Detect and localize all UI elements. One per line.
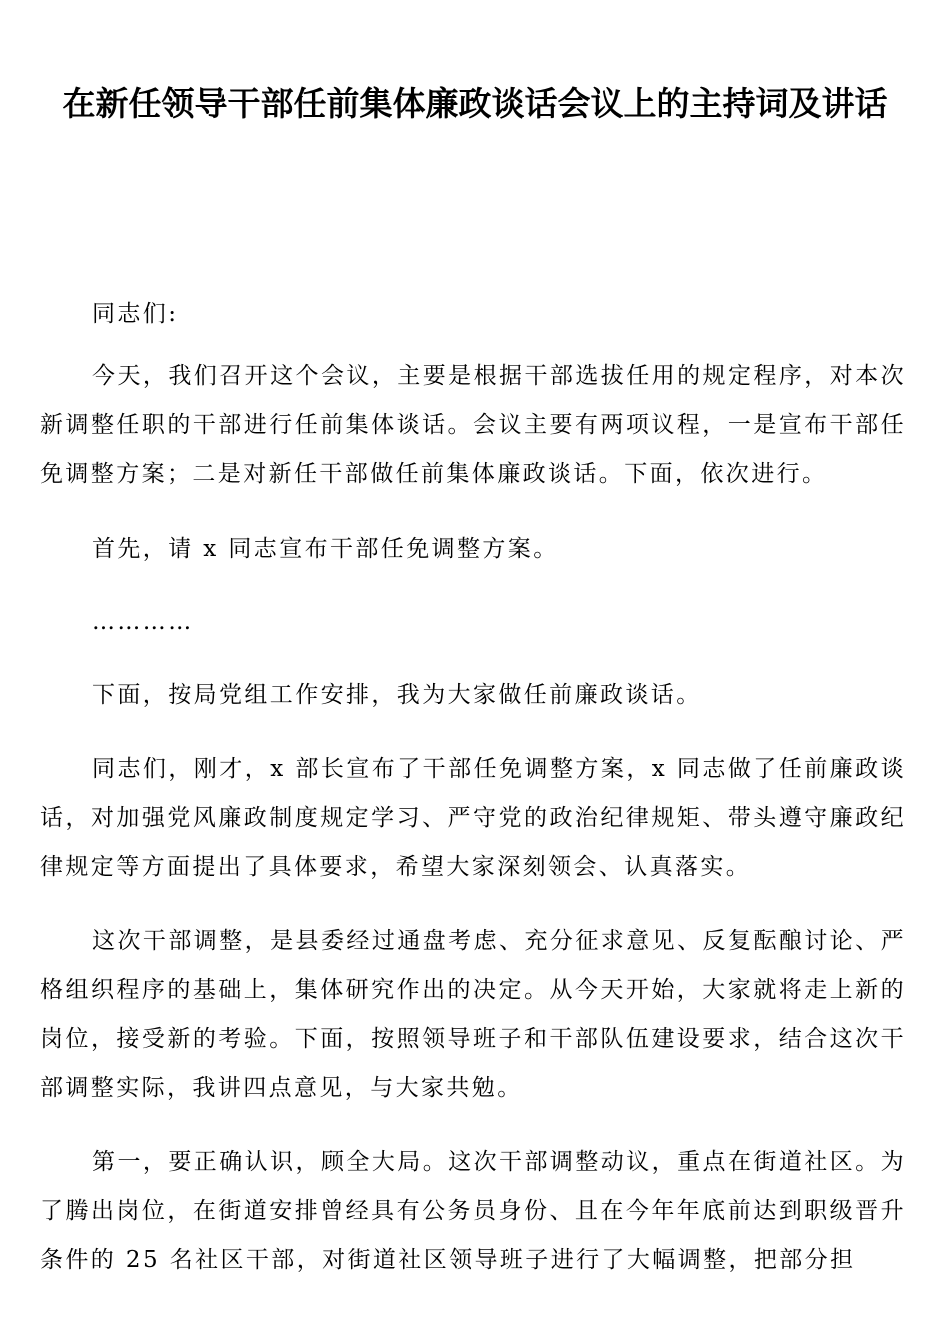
paragraph-ellipsis: ………… [92, 609, 194, 635]
paragraph-point-one: 第一，要正确认识，顾全大局。这次干部调整动议，重点在街道社区。为了腾出岗位，在街道安排曾经具有公务员身份、且在今年年底前达到职级晋升条件的 25 名社区干部，对街道社区领导班子进行了大幅调整，把部分担 [40, 1149, 906, 1273]
paragraph-transition: 下面，按局党组工作安排，我为大家做任前廉政谈话。 [92, 682, 702, 708]
paragraph-first-agenda: 首先，请 x 同志宣布干部任免调整方案。 [92, 536, 559, 562]
paragraph-adjustment: 这次干部调整，是县委经过通盘考虑、充分征求意见、反复酝酿讨论、严格组织程序的基础上，集体研究作出的决定。从今天开始，大家就将走上新的岗位，接受新的考验。下面，按照领导班子和干部队伍建设要求，结合这次干部调整实际，我讲四点意见，与大家共勉。 [40, 928, 906, 1101]
paragraph-salutation: 同志们: [92, 301, 179, 327]
document-title: 在新任领导干部任前集体廉政谈话会议上的主持词及讲话 [62, 84, 888, 123]
paragraph-review: 同志们，刚才，x 部长宣布了干部任免调整方案，x 同志做了任前廉政谈话，对加强党风廉政制度规定学习、严守党的政治纪律规矩、带头遵守廉政纪律规定等方面提出了具体要求，希望大家深刻领会、认真落实。 [40, 756, 906, 880]
paragraph-opening: 今天，我们召开这个会议，主要是根据干部选拔任用的规定程序，对本次新调整任职的干部进行任前集体谈话。会议主要有两项议程，一是宣布干部任免调整方案；二是对新任干部做任前集体廉政谈话。下面，依次进行。 [40, 363, 906, 487]
